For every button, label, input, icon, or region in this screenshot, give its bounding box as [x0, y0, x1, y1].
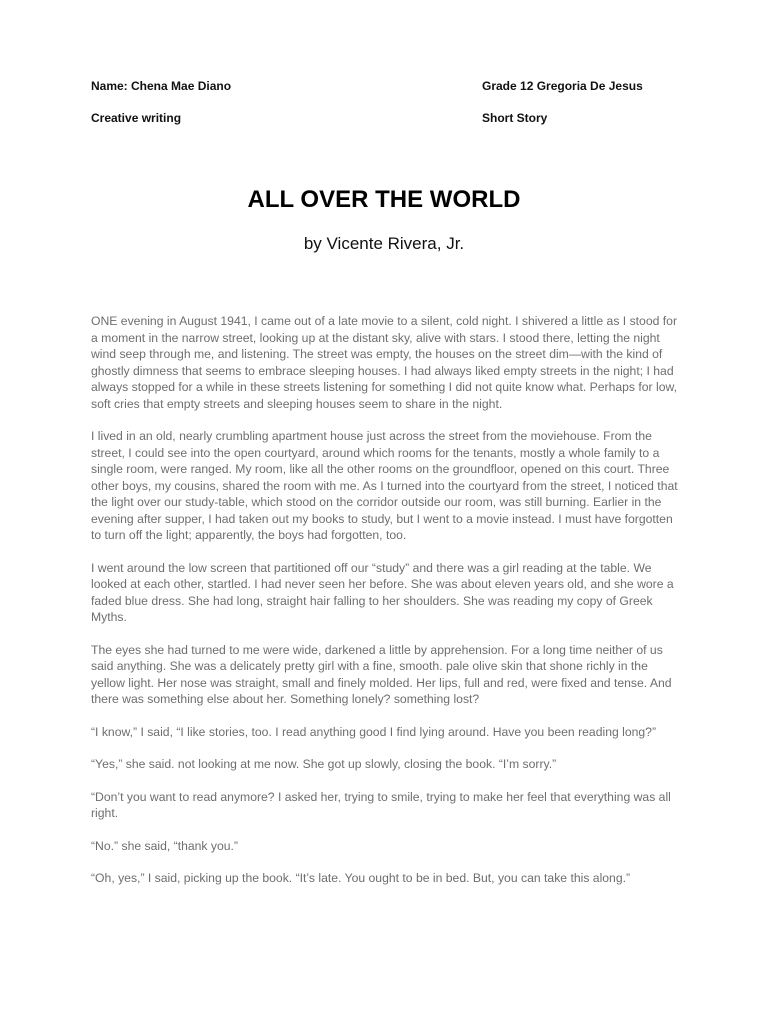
story-paragraph: “Oh, yes,” I said, picking up the book. “It’s late. You ought to be in bed. But, you can take this along.”	[91, 871, 631, 885]
genre-label: Short Story	[482, 111, 548, 125]
story-paragraph: “I know,” I said, “I like stories, too. I read anything good I find lying around. Have you been reading long?”	[91, 724, 657, 739]
student-name: Name: Chena Mae Diano	[91, 79, 232, 93]
subject-label: Creative writing	[91, 111, 182, 125]
grade-section: Grade 12 Gregoria De Jesus	[482, 79, 643, 93]
story-paragraph: “No.” she said, “thank you.”	[91, 838, 238, 853]
story-paragraph: “Don’t you want to read anymore? I asked her, trying to smile, trying to make her feel that everything was all right.	[91, 789, 671, 820]
story-paragraph: ONE evening in August 1941, I came out of a late movie to a silent, cold night. I shivered a little as I stood for a moment in the narrow street, looking up at the distant sky, alive with stars. I stood there, letting the night wind seep through me, and listening. The street was empty, the houses on the street dim—with the kind of ghostly dimness that seems to embrace sleeping houses. I had always liked empty streets in the night; I had always stopped for a while in these streets listening for something I did not quite know what. Perhaps for low, soft cries that empty streets and sleeping houses seem to share in the night.	[91, 314, 678, 411]
story-paragraph: The eyes she had turned to me were wide, darkened a little by apprehension. For a long time neither of us said anything. She was a delicately pretty girl with a fine, smooth. pale olive skin that shone richly in the yellow light. Her nose was straight, small and finely molded. Her lips, full and red, were fixed and tense. And there was something else about her. Something lonely? something lost?	[91, 642, 672, 706]
story-paragraph: I lived in an old, nearly crumbling apartment house just across the street from the moviehouse. From the street, I could see into the open courtyard, around which rooms for the tenants, mostly a whole family to a single room, were ranged. My room, like all the other rooms on the groundfloor, opened on this court. Three other boys, my cousins, shared the room with me. As I turned into the courtyard from the street, I noticed that the light over our study-table, which stood on the corridor outside our room, was still burning. Earlier in the evening after supper, I had taken out my books to study, but I went to a movie instead. I must have forgotten to turn off the light; apparently, the boys had forgotten, too.	[91, 429, 678, 542]
story-body	[91, 313, 681, 903]
story-title: ALL OVER THE WORLD	[247, 186, 521, 213]
story-paragraph: I went around the low screen that partitioned off our “study” and there was a girl reading at the table. We looked at each other, startled. I had never seen her before. She was about eleven years old, and she wore a faded blue dress. She had long, straight hair falling to her shoulders. She was reading my copy of Greek Myths.	[91, 560, 674, 624]
story-byline: by Vicente Rivera, Jr.	[303, 234, 465, 253]
story-paragraph: “Yes,” she said. not looking at me now. She got up slowly, closing the book. “I’m sorry.”	[91, 757, 557, 771]
